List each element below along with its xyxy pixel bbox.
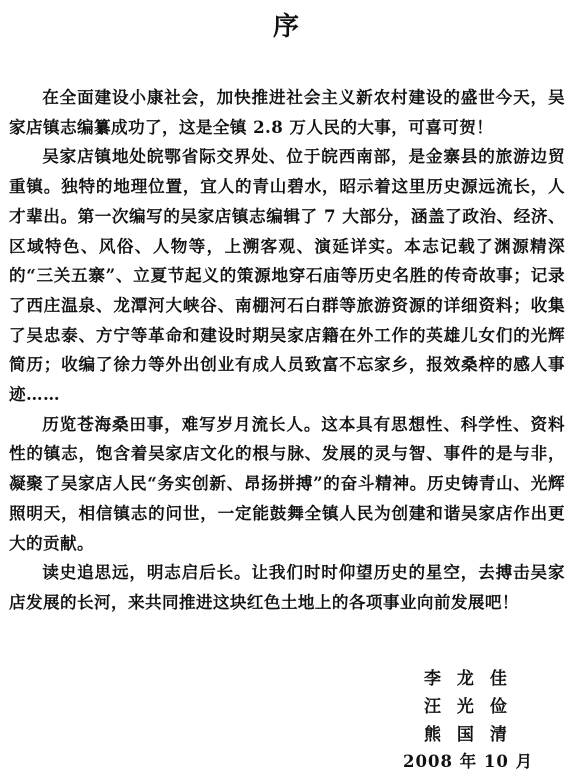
signatory-1: 李 龙 佳 xyxy=(424,669,512,689)
signatory-3: 熊 国 清 xyxy=(424,725,512,745)
paragraph-1: 在全面建设小康社会，加快推进社会主义新农村建设的盛世今天，吴家店镇志编纂成功了，这是全镇 2.8 万人民的大事，可喜可贺！ xyxy=(9,87,565,137)
document-title: 序 xyxy=(272,12,301,42)
paragraph-2: 吴家店镇地处皖鄂省际交界处、位于皖西南部，是金寨县的旅游边贸重镇。独特的地理位置，宜人的青山碧水，昭示着这里历史源远流长，人才辈出。第一次编写的吴家店镇志编辑了 7 大部分，涵盖了政治、经济、区域特色、风俗、人物等，上溯客观、演延详实。本志记载了渊源精深的“三关五寨”、立夏节起义的策源地穿石庙等历史名胜的传奇故事；记录了西庄温泉、龙潭河大峡谷、南棚河石白群等旅游资源的详细资料；收集了吴忠泰、方宁等革命和建设时期吴家店籍在外工作的英雄儿女们的光辉简历；收编了徐力等外出创业有成人员致富不忘家乡，报效桑梓的感人事迹…… xyxy=(9,146,565,405)
preface-body xyxy=(9,83,565,618)
document-date: 2008 年 10 月 xyxy=(403,752,534,771)
paragraph-4: 读史追思远，明志启后长。让我们时时仰望历史的星空，去搏击吴家店发展的长河，来共同推进这块红色土地上的各项事业向前发展吧！ xyxy=(9,562,565,612)
paragraph-3: 历览苍海桑田事，难写岁月流长人。这本具有思想性、科学性、资料性的镇志，饱含着吴家店文化的根与脉、发展的灵与智、事件的是与非，凝聚了吴家店人民“务实创新、昂扬拼搏”的奋斗精神。历史铸青山、光辉照明天，相信镇志的问世，一定能鼓舞全镇人民为创建和谐吴家店作出更大的贡献。 xyxy=(9,413,565,553)
signatory-2: 汪 光 俭 xyxy=(424,697,512,717)
